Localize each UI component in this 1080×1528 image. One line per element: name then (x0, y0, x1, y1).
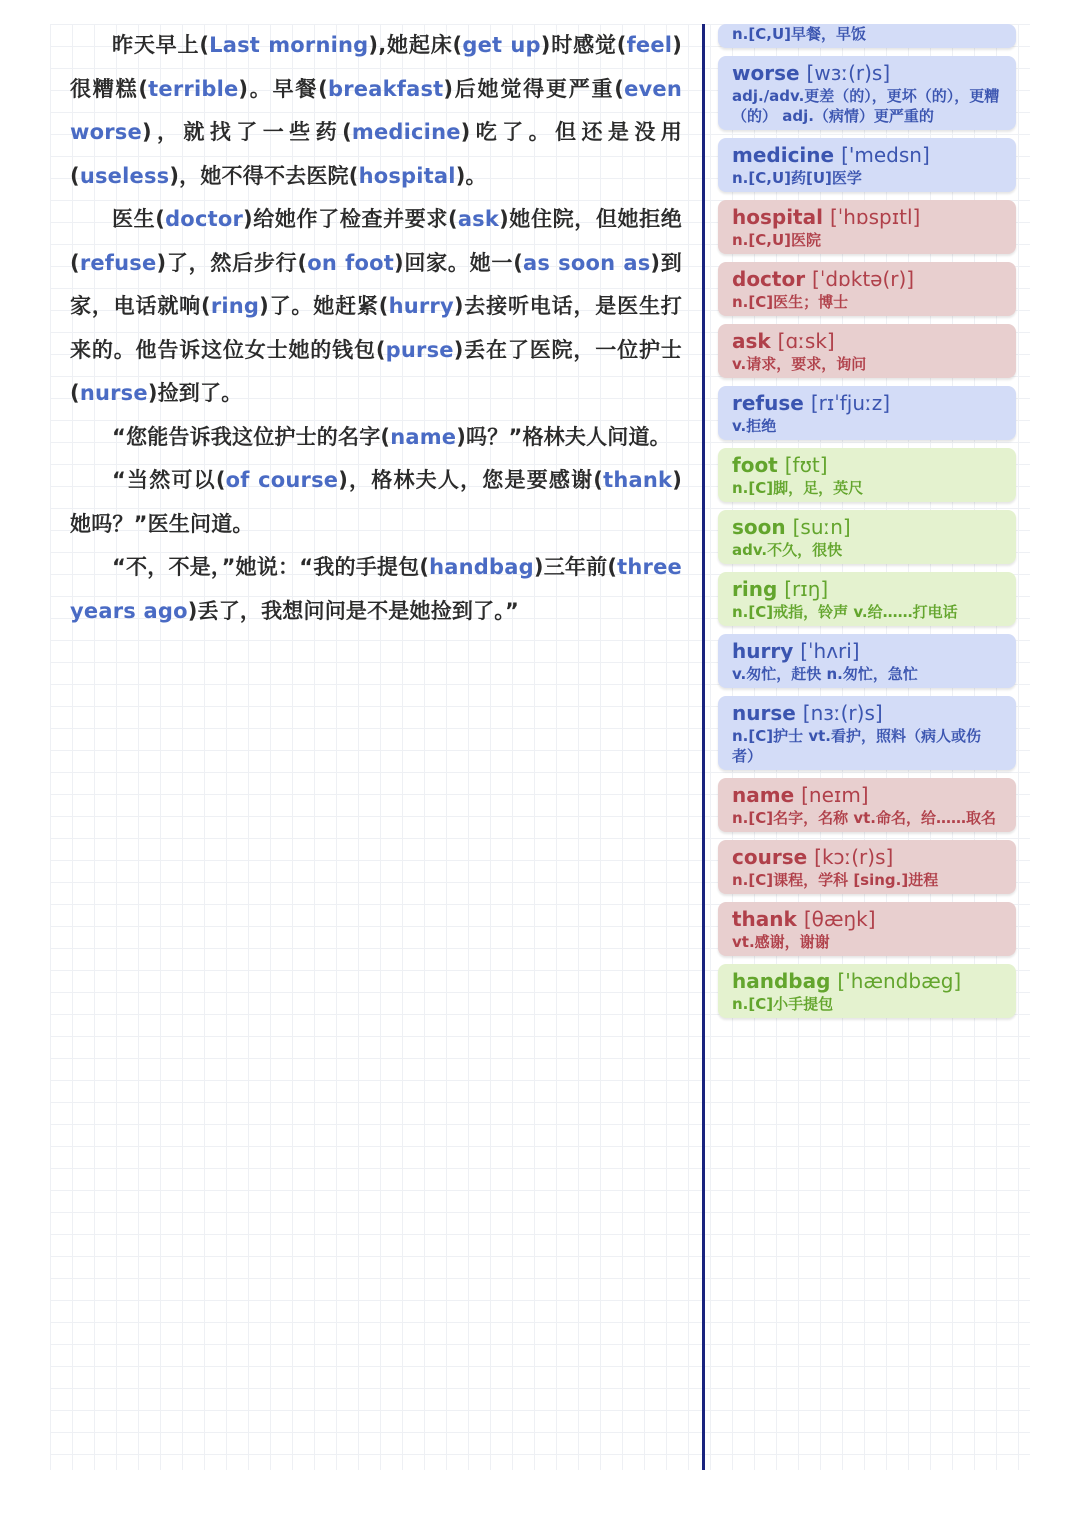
vocab-headword-line (732, 390, 1002, 416)
vocab-card (718, 902, 1016, 956)
vocab-definition: v.请求，要求，询问 (732, 355, 867, 373)
english-term: feel (626, 33, 673, 57)
vocab-card (718, 964, 1016, 1018)
page-margin-bottom (0, 1470, 1080, 1528)
vocab-definition: n.[C]医生；博士 (732, 293, 849, 311)
vocab-word: name (732, 783, 795, 807)
chinese-text: )丢在了医院，一位护士( (70, 337, 682, 405)
vocab-card (718, 634, 1016, 688)
vocab-word: thank (732, 907, 797, 931)
vocab-definition: n.[C]名字，名称 vt.命名，给……取名 (732, 809, 996, 827)
vocab-definition: n.[C]课程，学科 [sing.]进程 (732, 871, 939, 889)
vocab-phonetic: [rɪˈfjuːz] (810, 391, 891, 415)
page-margin-top (0, 0, 1080, 24)
vocab-card (718, 572, 1016, 626)
chinese-text: )时感觉( (540, 33, 627, 57)
vocab-card (718, 138, 1016, 192)
page-margin-right (1030, 0, 1080, 1528)
vocab-headword-line (732, 328, 1002, 354)
english-term: even worse (70, 76, 682, 144)
story-paragraph (70, 546, 682, 633)
column-divider (702, 24, 705, 1470)
vocab-headword-line (732, 638, 1002, 664)
chinese-text: “您能告诉我这位护士的名字( (112, 424, 391, 449)
vocab-phonetic: [kɔː(r)s] (814, 845, 894, 869)
vocab-definition: n.[C]小手提包 (732, 995, 834, 1013)
vocab-phonetic: [nɜː(r)s] (802, 701, 883, 725)
english-term: Last morning (209, 33, 369, 57)
vocab-word: hurry (732, 639, 794, 663)
vocab-headword-line (732, 60, 1002, 86)
vocab-card (718, 510, 1016, 564)
vocab-definition: vt.感谢，谢谢 (732, 933, 830, 951)
english-term: handbag (429, 555, 534, 579)
chinese-text: )很糟糕( (70, 33, 682, 101)
vocab-word: hospital (732, 205, 823, 229)
chinese-text: 医生( (112, 207, 166, 231)
vocab-card (718, 778, 1016, 832)
chinese-text: )三年前( (533, 555, 618, 579)
story-paragraph (70, 459, 682, 546)
english-term: useless (79, 163, 170, 188)
vocab-definition: adv.不久，很快 (732, 541, 843, 559)
chinese-text: )，格林夫人，您是要感谢( (338, 468, 604, 492)
vocab-card (718, 24, 1016, 48)
vocab-phonetic: [wɜː(r)s] (806, 61, 891, 85)
vocab-headword-line (732, 142, 1002, 168)
chinese-text: )她吗？”医生问道。 (70, 468, 682, 536)
vocab-definition: n.[C,U]医院 (732, 231, 821, 249)
vocab-headword-line (732, 700, 1002, 726)
vocab-definition: n.[C]脚，足，英尺 (732, 479, 864, 497)
vocab-phonetic: [ˈhʌri] (800, 639, 860, 663)
chinese-text: )了，然后步行( (156, 250, 308, 275)
vocab-card (718, 386, 1016, 440)
vocab-headword-line (732, 514, 1002, 540)
chinese-text: )去接听电话，是医生打来的。他告诉这位女士她的钱包( (70, 294, 683, 362)
vocab-word: medicine (732, 143, 835, 167)
chinese-text: )。早餐( (238, 76, 328, 101)
chinese-text: 昨天早上( (112, 33, 210, 57)
english-term: terrible (148, 76, 239, 101)
vocab-definition: n.[C]护士 vt.看护，照料（病人或伤者） (732, 727, 981, 765)
chinese-text: “当然可以( (112, 468, 226, 492)
vocab-word: handbag (732, 969, 831, 993)
chinese-text: )她住院，但她拒绝( (70, 207, 682, 275)
vocab-definition: n.[C]戒指，铃声 v.给……打电话 (732, 603, 958, 621)
vocab-word: doctor (732, 267, 806, 291)
story-paragraph (70, 416, 682, 460)
vocab-card (718, 56, 1016, 130)
vocab-definition: v.匆忙，赶快 n.匆忙，急忙 (732, 665, 918, 683)
vocab-headword-line (732, 782, 1002, 808)
english-term: of course (225, 468, 339, 492)
vocab-phonetic: [ɑːsk] (777, 329, 835, 353)
english-term: on foot (307, 250, 394, 275)
chinese-text: ),她起床( (368, 33, 463, 57)
vocab-definition: v.拒绝 (732, 417, 777, 435)
story-text (70, 24, 682, 633)
vocab-word: ask (732, 329, 771, 353)
english-term: medicine (351, 120, 461, 144)
english-term: hospital (358, 163, 456, 188)
english-term: three years ago (70, 555, 682, 623)
english-term: purse (385, 337, 454, 362)
english-term: breakfast (327, 76, 444, 101)
page-margin-left (0, 0, 50, 1528)
vocab-definition: n.[C,U]药[U]医学 (732, 169, 862, 187)
vocab-phonetic: [θæŋk] (803, 907, 876, 931)
chinese-text: )。 (455, 163, 487, 188)
vocab-phonetic: [neɪm] (801, 783, 869, 807)
chinese-text: )，她不得不去医院( (169, 163, 359, 188)
chinese-text: )捡到了。 (147, 381, 243, 405)
english-term: get up (462, 33, 541, 57)
english-term: refuse (79, 250, 157, 275)
vocab-phonetic: [suːn] (792, 515, 851, 539)
vocab-headword-line (732, 844, 1002, 870)
vocab-word: nurse (732, 701, 796, 725)
vocab-word: soon (732, 515, 786, 539)
english-term: ask (457, 207, 500, 231)
vocab-phonetic: ['medsn] (841, 143, 930, 167)
english-term: nurse (79, 381, 148, 405)
story-paragraph (70, 198, 682, 416)
vocab-card (718, 840, 1016, 894)
chinese-text: )，就找了一些药( (141, 120, 352, 144)
vocab-headword-line (732, 452, 1002, 478)
vocab-phonetic: ['hændbæg] (837, 969, 962, 993)
vocab-word: worse (732, 61, 800, 85)
chinese-text: )吃了。但还是没用( (70, 120, 682, 188)
vocab-headword-line (732, 266, 1002, 292)
chinese-text: )后她觉得更严重( (443, 76, 625, 101)
vocab-headword-line (732, 204, 1002, 230)
chinese-text: “不，不是，”她说：“我的手提包( (112, 555, 430, 579)
vocab-card (718, 696, 1016, 770)
chinese-text: )吗？”格林夫人问道。 (456, 424, 671, 449)
chinese-text: )到家，电话就响( (70, 250, 682, 318)
vocab-phonetic: [rɪŋ] (784, 577, 829, 601)
vocab-word: refuse (732, 391, 804, 415)
english-term: doctor (165, 207, 244, 231)
vocab-headword-line (732, 576, 1002, 602)
vocab-definition: adj./adv.更差（的），更坏（的），更糟（的） adj.（病情）更严重的 (732, 87, 1000, 125)
chinese-text: )回家。她一( (393, 250, 523, 275)
vocab-phonetic: [fʊt] (784, 453, 828, 477)
vocab-card (718, 324, 1016, 378)
vocab-word: foot (732, 453, 778, 477)
story-paragraph (70, 24, 682, 198)
vocab-headword-line (732, 968, 1002, 994)
vocab-headword-line (732, 906, 1002, 932)
english-term: name (390, 424, 457, 449)
chinese-text: )给她作了检查并要求( (243, 207, 458, 231)
english-term: hurry (388, 294, 454, 318)
vocab-phonetic: [ˈhɒspɪtl] (829, 205, 921, 229)
vocabulary-list (718, 24, 1016, 1026)
vocab-definition: n.[C,U]早餐，早饭 (732, 25, 866, 43)
vocab-word: ring (732, 577, 778, 601)
vocab-card (718, 262, 1016, 316)
vocab-card (718, 448, 1016, 502)
english-term: ring (210, 294, 260, 318)
vocab-phonetic: [ˈdɒktə(r)] (812, 267, 915, 291)
vocab-card (718, 200, 1016, 254)
english-term: as soon as (523, 250, 651, 275)
chinese-text: )了。她赶紧( (259, 294, 389, 318)
english-term: thank (603, 468, 673, 492)
vocab-word: course (732, 845, 808, 869)
chinese-text: )丢了，我想问问是不是她捡到了。” (187, 598, 520, 623)
